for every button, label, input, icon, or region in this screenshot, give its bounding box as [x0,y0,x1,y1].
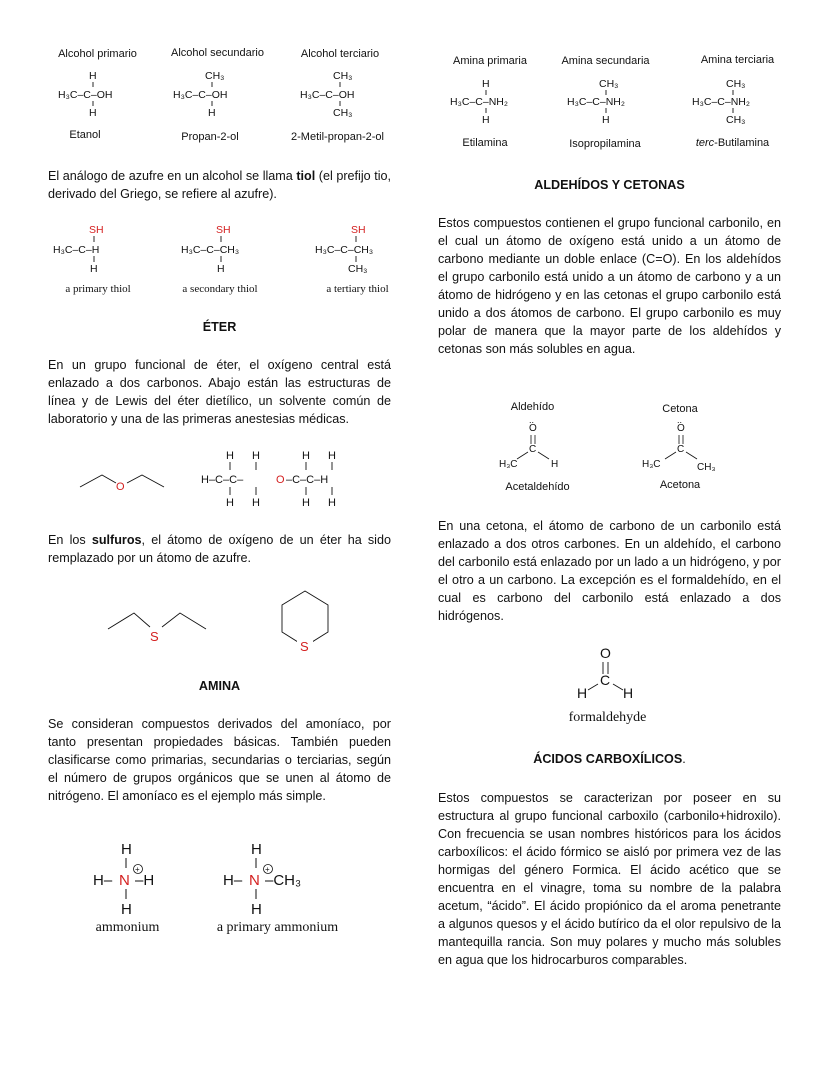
amine-name-isopropylamine: Isopropilamina [569,138,641,150]
amine-primary-header: Amina primaria [453,55,527,67]
carbonyl-paragraph-2: En una cetona, el átomo de carbono de un carbonilo está enlazado a dos otros carbones. En un aldehído, el carbono del carbonilo está enlazado por un lado a un hidrógeno, y por el otro a un carbono. La excepción es el formaldehído, en el cual es carbono del carbonilo está enlazado a dos hidrógenos. [438,519,781,623]
aldehyde-label: Aldehído [510,401,555,413]
svg-text:+: + [265,865,270,874]
svg-text:H: H [551,459,559,470]
alcohol-name-propanol: Propan-2-ol [181,131,239,143]
svg-text:CH₃: CH₃ [726,78,746,90]
thiol-paragraph: El análogo de azufre en un alcohol se llama tiol (el prefijo tio, derivado del Griego, se refiere al azufre). [48,169,392,201]
thiol-caption-secondary: a secondary thiol [182,283,258,295]
svg-text:H₃C: H₃C [642,459,661,470]
ether-heading: ÉTER [202,320,237,334]
thiol-caption-primary: a primary thiol [65,283,131,295]
svg-text:SH: SH [216,224,231,236]
svg-text:H: H [252,497,260,509]
svg-text:H: H [328,497,336,509]
amine-structures [440,73,790,135]
svg-text:H: H [89,70,97,82]
acids-heading: ÁCIDOS CARBOXÍLICOS. [533,752,686,766]
svg-text:H: H [252,450,260,462]
thiol-structures [48,220,398,282]
alcohol-structures [48,64,398,126]
svg-text:H₃C–C–CH₃: H₃C–C–CH₃ [315,244,374,256]
svg-text:H: H [482,78,490,90]
ketone-label: Cetona [662,403,698,415]
svg-text:CH₃: CH₃ [599,78,619,90]
svg-text:..: .. [529,416,535,425]
amine-heading: AMINA [198,679,241,693]
svg-text:CH₃: CH₃ [333,70,353,82]
svg-text:CH₃: CH₃ [333,107,353,119]
svg-text:H: H [90,263,98,275]
svg-text:+: + [135,865,140,874]
thiol-caption-tertiary: a tertiary thiol [326,283,389,295]
svg-text:N: N [119,872,130,889]
svg-text:H: H [482,114,490,126]
svg-text:CH₃: CH₃ [697,462,716,473]
svg-text:H: H [328,450,336,462]
primary-ammonium-caption: a primary ammonium [216,920,339,935]
svg-text:H₃C–C–CH₃: H₃C–C–CH₃ [181,244,240,256]
svg-text:–CH₃: –CH₃ [265,872,302,889]
amine-secondary-header: Amina secundaria [561,55,650,67]
amine-name-ethylamine: Etilamina [462,137,508,149]
svg-text:–H: –H [135,872,155,889]
svg-text:H: H [302,497,310,509]
ether-paragraph: En un grupo funcional de éter, el oxígeno central está enlazado a dos carbonos. Abajo están las estructuras de línea y de Lewis del éter dietílico, un solvente común de laboratorio y una de las primeras anestesias médicas. [48,358,391,426]
alcohol-secondary-header: Alcohol secundario [171,47,264,59]
svg-text:H₃C: H₃C [499,459,518,470]
svg-text:C: C [600,672,611,688]
acids-paragraph: Estos compuestos se caracterizan por poseer en su estructura al grupo funcional carboxilo (carbonilo+hidroxilo). Con frecuencia se usan nombres históricos para los ácidos carboxílicos: el ácido fórmico se aisló por primera vez de las hormigas del género Formica. El ácido acético que se encuentra en el vinagre, toma su nombre de la palabra acetum, “ácido”. El ácido propiónico da el aroma penetrante a algunos quesos y el ácido butírico da el olor repulsivo de la mantequilla rancia. Son muy polares y mucho más solubles en agua que los hidrocarburos comparables. [438,791,781,967]
svg-text:H₃C–C–OH: H₃C–C–OH [300,89,355,101]
acetaldehyde-acetone-structures [495,416,735,478]
svg-text:O: O [529,423,537,434]
svg-text:H₃C–C–OH: H₃C–C–OH [173,89,228,101]
svg-text:H: H [251,901,262,918]
svg-text:H: H [251,841,262,858]
svg-text:H: H [217,263,225,275]
svg-text:H–C–C–: H–C–C– [201,474,244,486]
svg-text:H: H [302,450,310,462]
ammonium-caption: ammonium [95,920,160,935]
amine-name-tertbutylamine: terc-Butilamina [695,137,770,149]
svg-text:SH: SH [89,224,104,236]
svg-text:H₃C–C–NH₂: H₃C–C–NH₂ [450,96,508,108]
alcohol-primary-header: Alcohol primario [58,48,137,60]
alcohol-name-ethanol: Etanol [69,129,101,141]
svg-text:SH: SH [351,224,366,236]
svg-text:C: C [529,444,537,455]
svg-text:O: O [276,474,285,486]
formaldehyde-structure [565,640,645,700]
alcohol-name-methylpropanol: 2-Metil-propan-2-ol [291,131,384,143]
svg-text:H: H [121,901,132,918]
svg-text:O: O [600,645,611,661]
svg-text:H₃C–C–NH₂: H₃C–C–NH₂ [692,96,750,108]
svg-text:CH₃: CH₃ [205,70,225,82]
svg-text:H–: H– [93,872,113,889]
svg-text:–C–C–H: –C–C–H [286,474,329,486]
svg-text:H: H [577,685,588,700]
carbonyl-paragraph: Estos compuestos contienen el grupo funcional carbonilo, en el cual un átomo de oxígeno está unido a un átomo de carbono mediante un doble enlace (C=O). En los aldehídos el grupo carbonilo está unido a un átomo de carbono y a un átomo de hidrógeno y en las cetonas el grupo carbonilo está unido a dos átomos de carbono. El grupo carbonilo es muy polar de manera que la mayor parte de los aldehídos y cetonas son más solubles en agua. [438,216,781,356]
amine-paragraph: Se consideran compuestos derivados del amoníaco, por tanto presentan propiedades básicas. También pueden clasificarse como primarias, secundarias o terciarias, según el número de grupos orgánicos que se unen al átomo de nitrógeno. El amoníaco es el ejemplo más simple. [48,717,391,803]
svg-text:H–: H– [223,872,243,889]
svg-text:S: S [300,639,309,654]
svg-text:H: H [226,450,234,462]
svg-text:O: O [116,481,125,493]
ammonium-structures [85,838,385,923]
svg-text:O: O [677,423,685,434]
svg-text:CH₃: CH₃ [348,263,368,275]
svg-text:..: .. [677,416,683,425]
svg-text:CH₃: CH₃ [726,114,746,126]
svg-text:N: N [249,872,260,889]
acetaldehyde-name: Acetaldehído [505,481,570,493]
svg-text:H: H [121,841,132,858]
svg-text:H: H [226,497,234,509]
svg-text:H: H [623,685,634,700]
svg-text:H₃C–C–NH₂: H₃C–C–NH₂ [567,96,625,108]
svg-text:H: H [602,114,610,126]
diethyl-ether-structures [60,443,380,513]
formaldehyde-caption: formaldehyde [568,710,647,725]
sulfide-structures [100,585,350,660]
amine-tertiary-header: Amina terciaria [700,54,775,66]
svg-text:H₃C–C–H: H₃C–C–H [53,244,100,256]
sulfide-paragraph: En los sulfuros, el átomo de oxígeno de un éter ha sido remplazado por un átomo de azufre. [48,533,391,565]
alcohol-tertiary-header: Alcohol terciario [300,48,380,60]
svg-text:S: S [150,629,159,644]
svg-text:H: H [208,107,216,119]
svg-text:H₃C–C–OH: H₃C–C–OH [58,89,113,101]
acetone-name: Acetona [659,479,701,491]
svg-text:H: H [89,107,97,119]
carbonyl-heading: ALDEHÍDOS Y CETONAS [534,178,685,192]
svg-text:C: C [677,444,685,455]
